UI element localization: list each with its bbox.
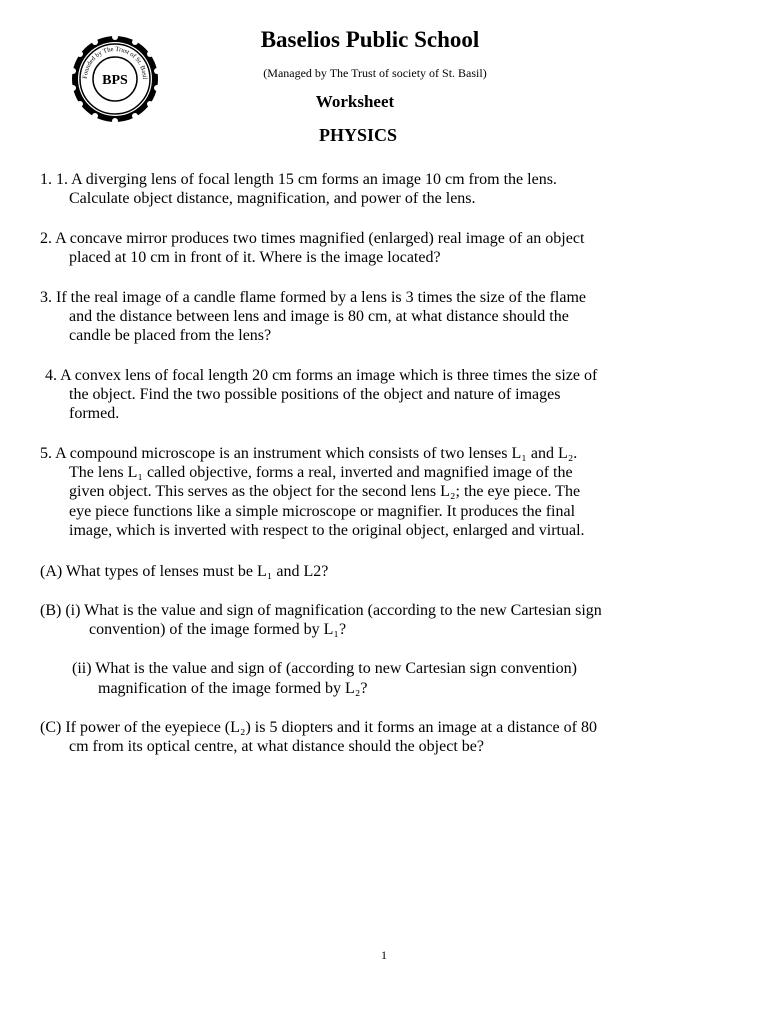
seal-ring-text: Founded by The Trust of St. Basil bbox=[81, 45, 149, 80]
question-line: formed. bbox=[69, 405, 120, 422]
question-line: 4. A convex lens of focal length 20 cm forms an image which is three times the size of bbox=[45, 367, 598, 384]
managed-by-text: (Managed by The Trust of society of St. Basil) bbox=[263, 66, 487, 80]
worksheet-heading: Worksheet bbox=[315, 92, 395, 111]
question-line: (B) (i) What is the value and sign of magnification (according to the new Cartesian sign bbox=[40, 602, 602, 619]
seal-monogram: BPS bbox=[102, 73, 128, 88]
question-line: (C) If power of the eyepiece (L₂) is 5 diopters and it forms an image at a distance of 80 bbox=[40, 719, 597, 736]
page-number: 1 bbox=[381, 948, 387, 962]
question-line: image, which is inverted with respect to the original object, enlarged and virtual. bbox=[69, 522, 585, 539]
question-line: cm from its optical centre, at what distance should the object be? bbox=[69, 738, 484, 755]
question-line: magnification of the image formed by L₂? bbox=[98, 680, 368, 697]
question-line: eye piece functions like a simple microscope or magnifier. It produces the final bbox=[69, 503, 576, 520]
question-line: 5. A compound microscope is an instrument which consists of two lenses L₁ and L₂. bbox=[40, 445, 578, 462]
school-name: Baselios Public School bbox=[260, 27, 480, 52]
question-line: given object. This serves as the object for the second lens L₂; the eye piece. The bbox=[69, 483, 581, 500]
question-line: candle be placed from the lens? bbox=[69, 327, 272, 344]
question-line: 2. A concave mirror produces two times magnified (enlarged) real image of an object bbox=[40, 230, 585, 247]
question-line: (ii) What is the value and sign of (according to new Cartesian sign convention) bbox=[72, 660, 577, 677]
question-line: and the distance between lens and image is 80 cm, at what distance should the bbox=[69, 308, 569, 325]
question-line: convention) of the image formed by L₁? bbox=[89, 621, 347, 638]
question-line: The lens L₁ called objective, forms a real, inverted and magnified image of the bbox=[69, 464, 573, 481]
question-line: 1. 1. A diverging lens of focal length 15 cm forms an image 10 cm from the lens. bbox=[40, 171, 557, 188]
question-line: Calculate object distance, magnification, and power of the lens. bbox=[69, 190, 476, 207]
question-line: the object. Find the two possible positions of the object and nature of images bbox=[69, 386, 561, 403]
question-line: placed at 10 cm in front of it. Where is the image located? bbox=[69, 249, 441, 266]
subject-heading: PHYSICS bbox=[318, 125, 398, 145]
question-line: 3. If the real image of a candle flame formed by a lens is 3 times the size of the flame bbox=[40, 289, 587, 306]
question-line: (A) What types of lenses must be L₁ and L2? bbox=[40, 563, 329, 580]
